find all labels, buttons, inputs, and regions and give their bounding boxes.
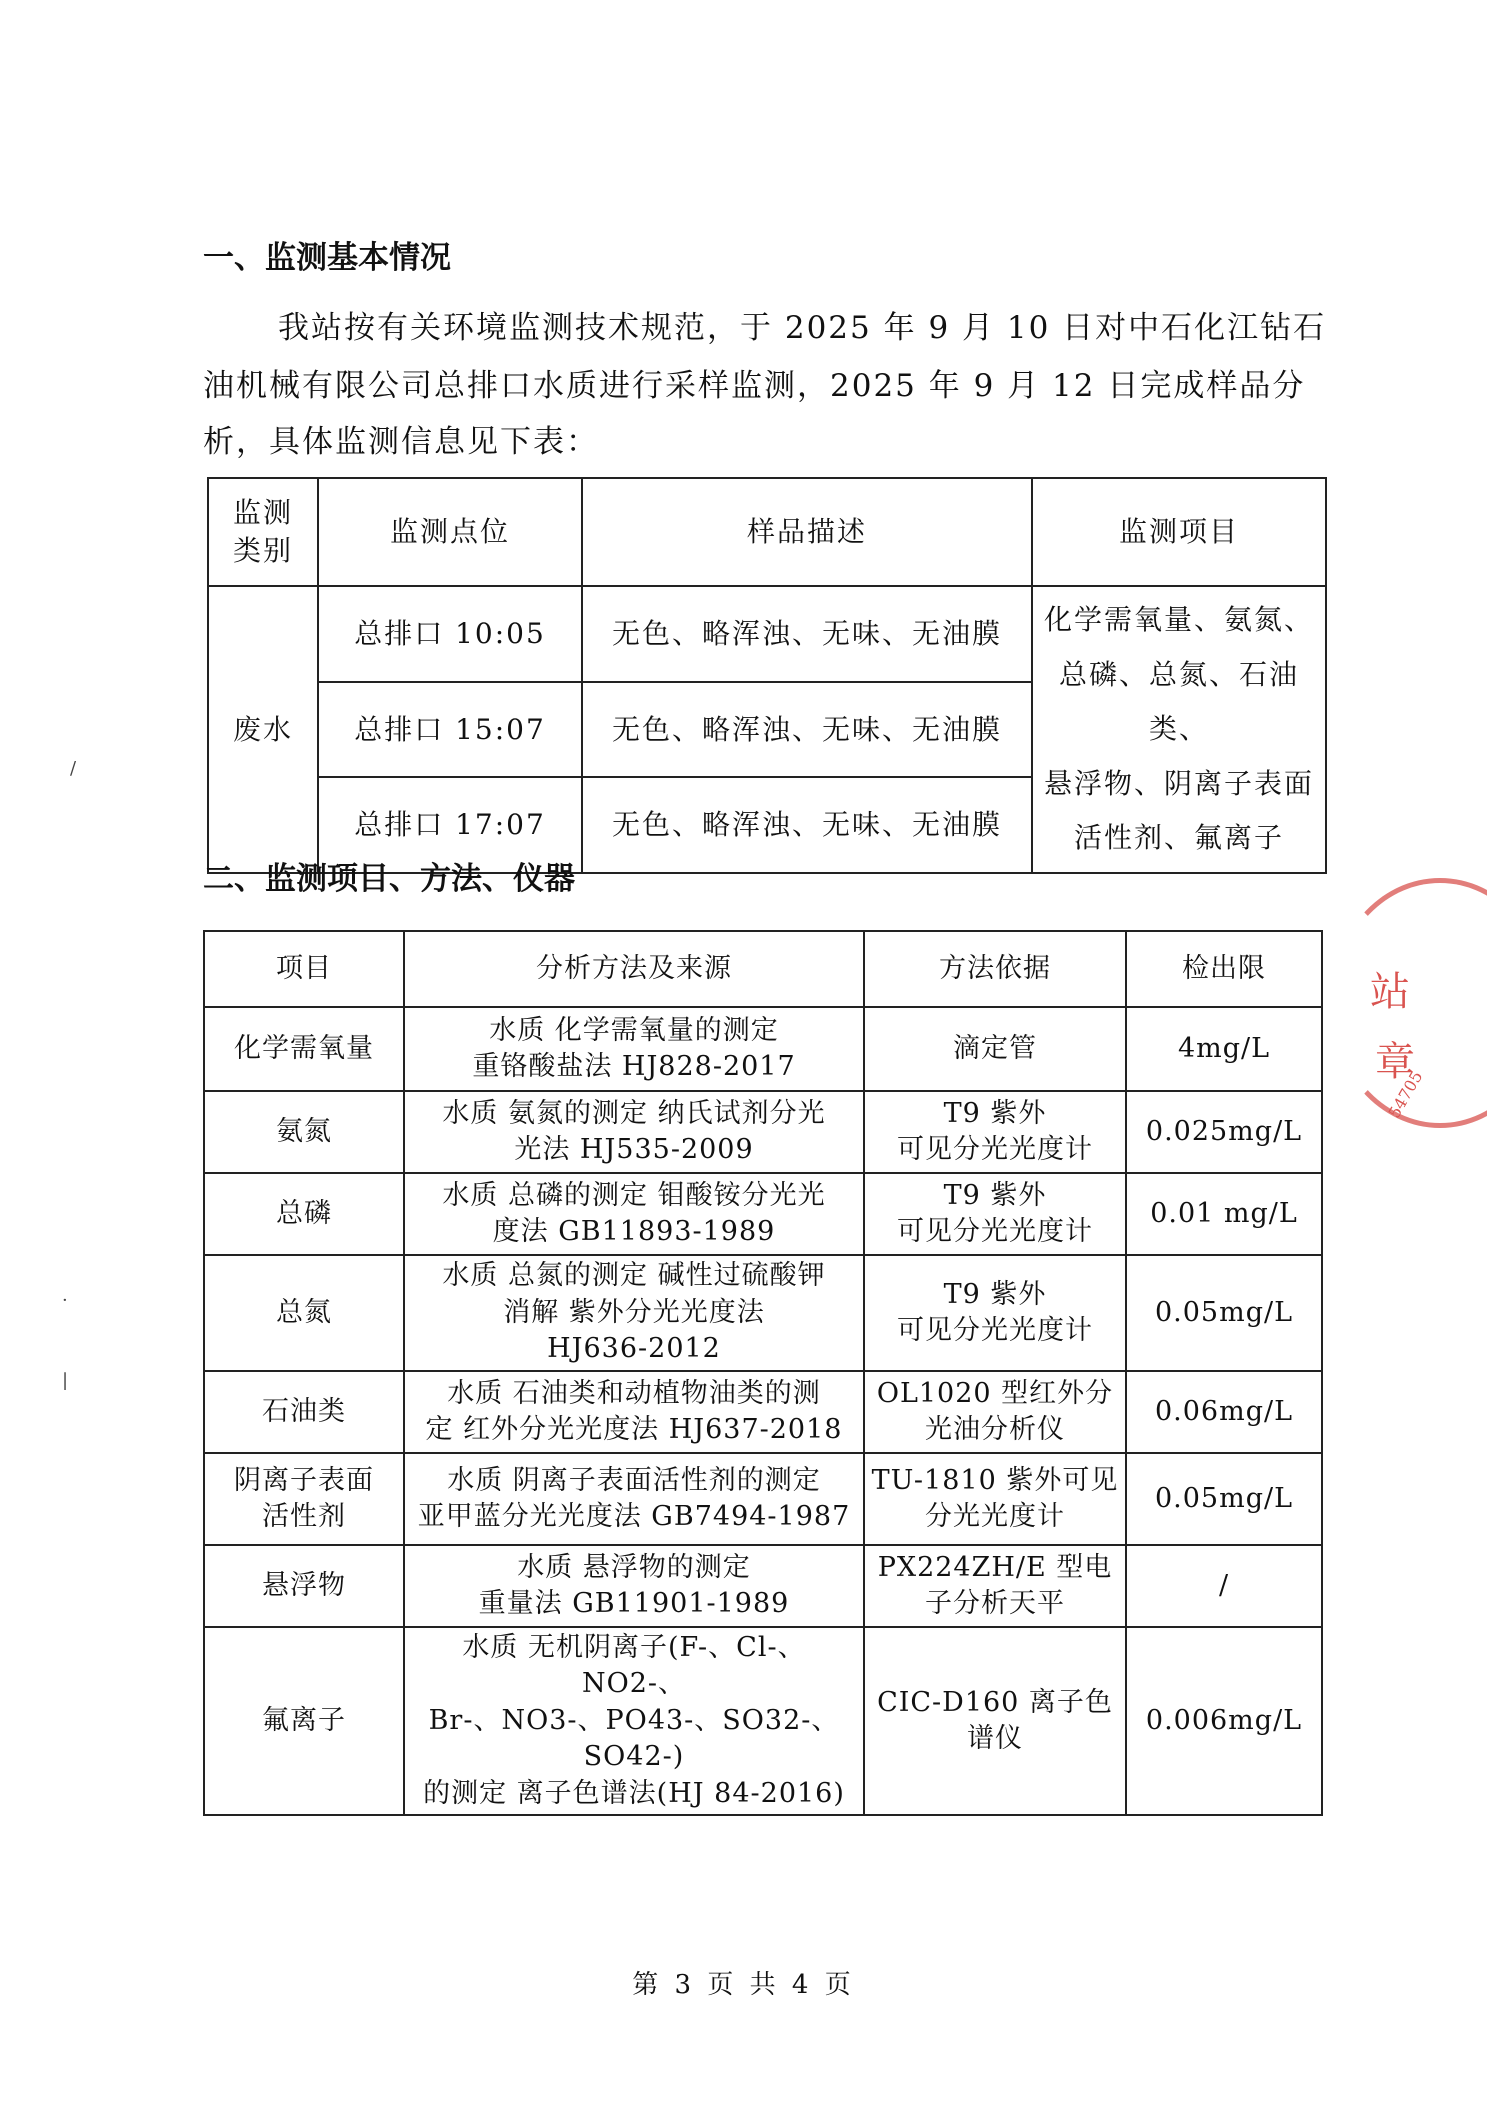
basis-cell-line: T9 紫外: [943, 1097, 1047, 1129]
location-cell: 总排口 10:05: [318, 586, 582, 682]
method-cell-line: 消解 紫外分光光度法: [503, 1296, 765, 1328]
item-cell: [204, 1173, 404, 1255]
basis-cell-line: 子分析天平: [925, 1588, 1065, 1619]
category-cell: 废水: [208, 586, 318, 873]
method-table: [203, 930, 1323, 1816]
limit-cell: 0.006mg/L: [1126, 1627, 1322, 1815]
items-line: 活性剂、氟离子: [1073, 821, 1284, 855]
method-cell: [404, 1173, 864, 1255]
basis-cell-line: 滴定管: [953, 1032, 1037, 1064]
items-line: 化学需氧量、氨氮、: [1043, 603, 1314, 636]
header-items: 监测项目: [1032, 478, 1326, 586]
item-cell: [204, 1453, 404, 1545]
basis-cell: [864, 1173, 1126, 1255]
method-cell-line: 亚甲蓝分光光度法 GB7494-1987: [417, 1501, 851, 1532]
item-cell-line: 氨氮: [276, 1115, 332, 1147]
item-cell: [204, 1091, 404, 1173]
header-basis: 方法依据: [864, 931, 1126, 1007]
method-table-row: [204, 1091, 1322, 1173]
method-cell-line: 水质 总氮的测定 碱性过硫酸钾: [442, 1260, 826, 1292]
basis-cell: [864, 1545, 1126, 1627]
method-cell-line: 水质 总磷的测定 钼酸铵分光光: [442, 1179, 826, 1211]
basis-cell-line: TU-1810 紫外可见: [871, 1464, 1119, 1496]
basis-cell-line: T9 紫外: [943, 1278, 1047, 1310]
header-category: [208, 478, 318, 586]
item-cell-line: 总磷: [276, 1197, 332, 1229]
method-table-row: [204, 1255, 1322, 1371]
method-cell-line: 水质 悬浮物的测定: [517, 1551, 751, 1583]
item-cell-line: 阴离子表面: [234, 1464, 374, 1496]
seal-number: 54705: [1384, 1067, 1427, 1122]
method-table-row: [204, 1453, 1322, 1545]
basis-cell: [864, 1255, 1126, 1371]
item-cell-line: 氟离子: [262, 1704, 346, 1736]
basis-cell-line: PX224ZH/E 型电: [877, 1551, 1113, 1583]
info-table-header-row: [208, 478, 1326, 586]
basis-cell: [864, 1007, 1126, 1091]
method-cell-line: 水质 氨氮的测定 纳氏试剂分光: [442, 1097, 826, 1129]
item-cell: [204, 1007, 404, 1091]
method-cell: [404, 1545, 864, 1627]
basis-cell-line: T9 紫外: [943, 1179, 1047, 1211]
items-line: 总磷、总氮、石油类、: [1058, 657, 1299, 746]
method-table-header-row: [204, 931, 1322, 1007]
method-cell: [404, 1371, 864, 1453]
method-cell-line: 度法 GB11893-1989: [492, 1216, 776, 1247]
basis-cell: [864, 1453, 1126, 1545]
info-table-row: [208, 586, 1326, 682]
method-cell-line: 的测定 离子色谱法(HJ 84-2016): [423, 1777, 845, 1809]
item-cell-line: 悬浮物: [262, 1569, 346, 1601]
header-method: 分析方法及来源: [404, 931, 864, 1007]
item-cell: [204, 1371, 404, 1453]
limit-cell: 0.01 mg/L: [1126, 1173, 1322, 1255]
method-cell: [404, 1453, 864, 1545]
method-cell-line: 水质 石油类和动植物油类的测: [447, 1377, 821, 1409]
method-cell-line: HJ636-2012: [547, 1333, 721, 1365]
item-cell-line: 活性剂: [262, 1501, 346, 1532]
header-category-line1: 监测: [232, 496, 293, 530]
method-cell-line: 光法 HJ535-2009: [514, 1134, 754, 1165]
method-cell-line: 水质 无机阴离子(F-、Cl-、NO2-、: [462, 1632, 806, 1700]
item-cell-line: 总氮: [276, 1296, 332, 1328]
page-number: 第 3 页 共 4 页: [632, 1970, 855, 2000]
basis-cell-line: 分光光度计: [925, 1501, 1065, 1532]
margin-mark: |: [62, 1370, 69, 1391]
header-item: 项目: [204, 931, 404, 1007]
method-cell: [404, 1627, 864, 1815]
method-cell-line: Br-、NO3-、PO43-、SO32-、SO42-): [428, 1704, 840, 1773]
method-cell-line: 重量法 GB11901-1989: [478, 1588, 790, 1619]
method-cell: [404, 1091, 864, 1173]
description-cell: 无色、略浑浊、无味、无油膜: [582, 682, 1032, 778]
item-cell-line: 石油类: [262, 1395, 346, 1427]
item-cell: [204, 1255, 404, 1371]
basis-cell: [864, 1627, 1126, 1815]
method-table-body: [204, 1007, 1322, 1815]
basis-cell: [864, 1371, 1126, 1453]
item-cell: [204, 1627, 404, 1815]
limit-cell: 0.05mg/L: [1126, 1255, 1322, 1371]
header-limit: 检出限: [1126, 931, 1322, 1007]
header-description: 样品描述: [582, 478, 1032, 586]
method-table-row: [204, 1007, 1322, 1091]
description-cell: 无色、略浑浊、无味、无油膜: [582, 586, 1032, 682]
basis-cell-line: 谱仪: [967, 1723, 1023, 1755]
description-cell: 无色、略浑浊、无味、无油膜: [582, 777, 1032, 873]
monitoring-info-table: [207, 477, 1327, 874]
basis-cell: [864, 1091, 1126, 1173]
method-table-row: [204, 1545, 1322, 1627]
method-cell-line: 水质 化学需氧量的测定: [489, 1014, 779, 1046]
basis-cell-line: CIC-D160 离子色: [877, 1686, 1113, 1718]
basis-cell-line: 可见分光光度计: [897, 1216, 1093, 1247]
method-cell-line: 水质 阴离子表面活性剂的测定: [447, 1464, 821, 1496]
seal-char: 章: [1375, 1039, 1415, 1085]
basis-cell-line: 可见分光光度计: [897, 1134, 1093, 1165]
paragraph-line-1: 我站按有关环境监测技术规范，于 2025 年 9 月 10 日对中石化江钻石: [278, 310, 1327, 346]
method-cell: [404, 1007, 864, 1091]
item-cell-line: 化学需氧量: [234, 1032, 374, 1064]
section2-heading: 二、监测项目、方法、仪器: [203, 861, 575, 897]
item-cell: [204, 1545, 404, 1627]
seal-char: 站: [1370, 969, 1410, 1015]
limit-cell: 4mg/L: [1126, 1007, 1322, 1091]
limit-cell: 0.05mg/L: [1126, 1453, 1322, 1545]
items-cell: [1032, 586, 1326, 873]
method-cell-line: 重铬酸盐法 HJ828-2017: [472, 1051, 796, 1082]
header-location: 监测点位: [318, 478, 582, 586]
section1-heading: 一、监测基本情况: [203, 240, 451, 276]
method-cell: [404, 1255, 864, 1371]
location-cell: 总排口 15:07: [318, 682, 582, 778]
method-cell-line: 定 红外分光光度法 HJ637-2018: [425, 1414, 843, 1445]
method-table-row: [204, 1627, 1322, 1815]
basis-cell-line: OL1020 型红外分: [876, 1377, 1114, 1409]
basis-cell-line: 可见分光光度计: [897, 1315, 1093, 1346]
header-category-line2: 类别: [232, 534, 293, 567]
limit-cell: 0.025mg/L: [1126, 1091, 1322, 1173]
limit-cell: 0.06mg/L: [1126, 1371, 1322, 1453]
margin-mark: /: [70, 758, 77, 779]
method-table-row: [204, 1371, 1322, 1453]
paragraph-line-2: 油机械有限公司总排口水质进行采样监测，2025 年 9 月 12 日完成样品分: [203, 368, 1306, 404]
limit-cell: /: [1126, 1545, 1322, 1627]
method-table-row: [204, 1173, 1322, 1255]
paragraph-line-3: 析，具体监测信息见下表：: [203, 424, 599, 460]
margin-mark: ·: [62, 1290, 68, 1311]
basis-cell-line: 光油分析仪: [925, 1414, 1065, 1445]
items-line: 悬浮物、阴离子表面: [1043, 766, 1314, 800]
location-cell: 总排口 17:07: [318, 777, 582, 873]
